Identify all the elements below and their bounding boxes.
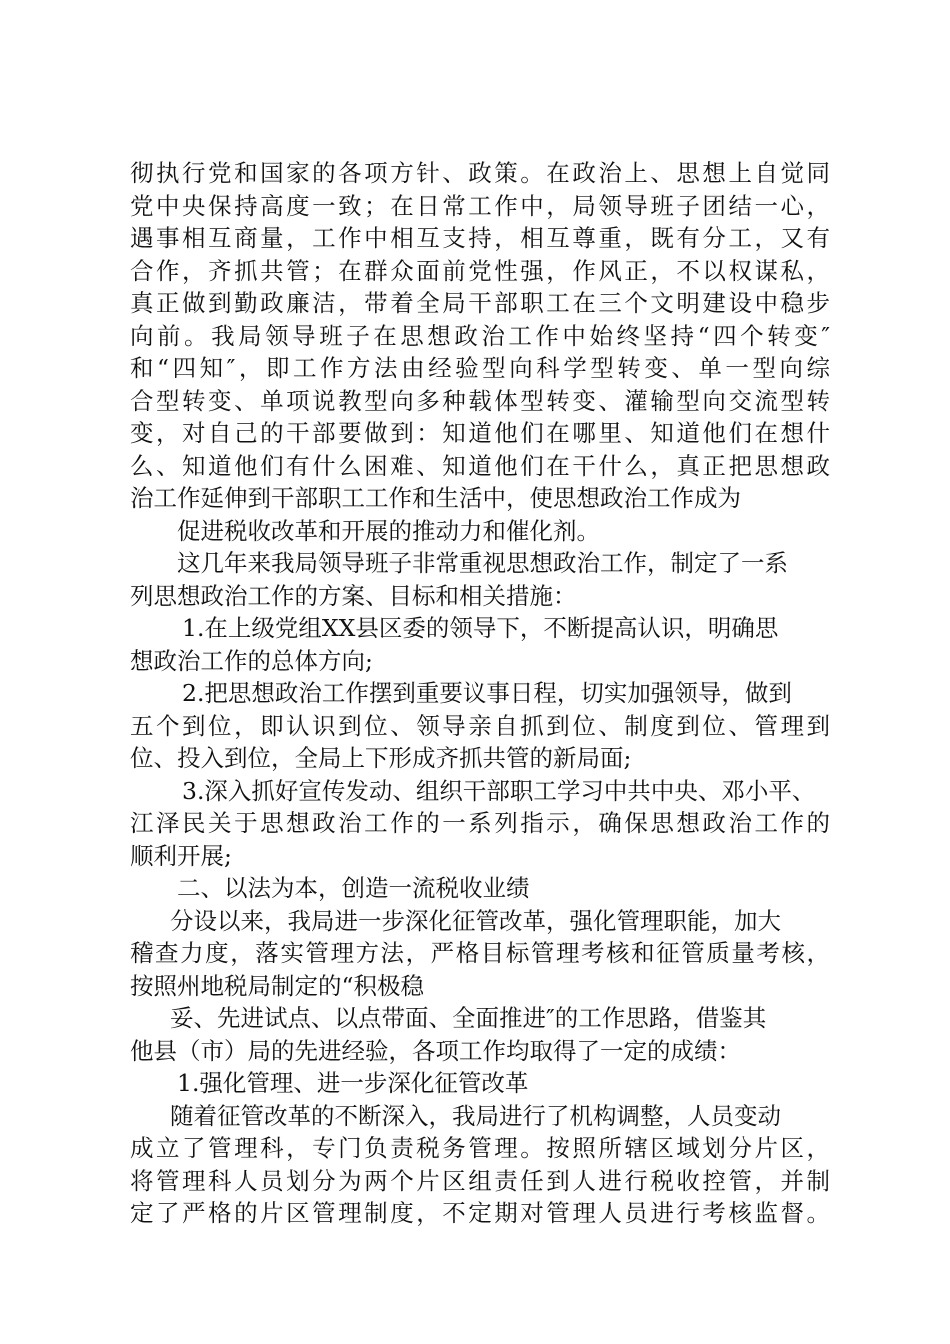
text-line: 妥、先进试点、以点带面、全面推进″的工作思路，借鉴其 [170,1004,767,1032]
text-line: 江泽民关于思想政治工作的一系列指示，确保思想政治工作的 [130,809,830,837]
list-item-line: 1.在上级党组XX县区委的领导下，不断提高认识，明确思 [182,614,779,642]
text-line: 位、投入到位，全局上下形成齐抓共管的新局面; [130,744,632,772]
document-body [130,157,830,1230]
subsection-heading: 1.强化管理、进一步深化征管改革 [177,1069,529,1097]
text-line: 向前。我局领导班子在思想政治工作中始终坚持“四个转变″ [130,321,830,350]
text-line: 治工作延伸到干部职工工作和生活中，使思想政治工作成为 [130,484,741,512]
text-line: 合作，齐抓共管；在群众面前党性强，作风正，不以权谋私， [130,256,830,285]
text-line: 么、知道他们有什么困难、知道他们在干什么，真正把思想政 [130,451,830,480]
text-line: 成立了管理科，专门负责税务管理。按照所辖区域划分片区， [130,1134,830,1162]
text-line: 和“四知″，即工作方法由经验型向科学型转变、单一型向综 [130,354,830,382]
list-item-line: 3.深入抓好宣传发动、组织干部职工学习中共中央、邓小平、 [182,776,816,805]
text-line: 定了严格的片区管理制度，不定期对管理人员进行考核监督。 [130,1199,830,1227]
list-item-line: 2.把思想政治工作摆到重要议事日程，切实加强领导，做到 [182,679,792,707]
section-heading: 二、以法为本，创造一流税收业绩 [177,874,530,902]
text-line: 将管理科人员划分为两个片区组责任到人进行税收控管，并制 [130,1166,830,1195]
text-line: 五个到位，即认识到位、领导亲自抓到位、制度到位、管理到 [130,711,830,740]
text-line: 按照州地税局制定的“积极稳 [130,971,425,1000]
text-line: 促进税收改革和开展的推动力和催化剂。 [177,516,600,545]
text-line: 这几年来我局领导班子非常重视思想政治工作，制定了一系 [177,549,788,577]
text-line: 变，对自己的干部要做到：知道他们在哪里、知道他们在想什 [130,419,830,447]
text-line: 彻执行党和国家的各项方针、政策。在政治上、思想上自觉同 [130,159,830,187]
text-line: 随着征管改革的不断深入，我局进行了机构调整，人员变动 [170,1101,781,1130]
text-line: 稽查力度，落实管理方法，严格目标管理考核和征管质量考核， [130,939,830,967]
text-line: 分设以来，我局进一步深化征管改革，强化管理职能，加大 [170,906,781,935]
text-line: 遇事相互商量，工作中相互支持，相互尊重，既有分工，又有 [130,224,830,252]
text-line: 合型转变、单项说教型向多种载体型转变、灌输型向交流型转 [130,386,830,415]
text-line: 想政治工作的总体方向; [130,646,373,675]
text-line: 真正做到勤政廉洁，带着全局干部职工在三个文明建设中稳步 [130,289,830,317]
text-line: 列思想政治工作的方案、目标和相关措施： [130,581,577,610]
text-line: 他县（市）局的先进经验，各项工作均取得了一定的成绩： [130,1036,741,1065]
text-line: 党中央保持高度一致；在日常工作中，局领导班子团结一心， [130,191,830,220]
text-line: 顺利开展; [130,841,232,870]
